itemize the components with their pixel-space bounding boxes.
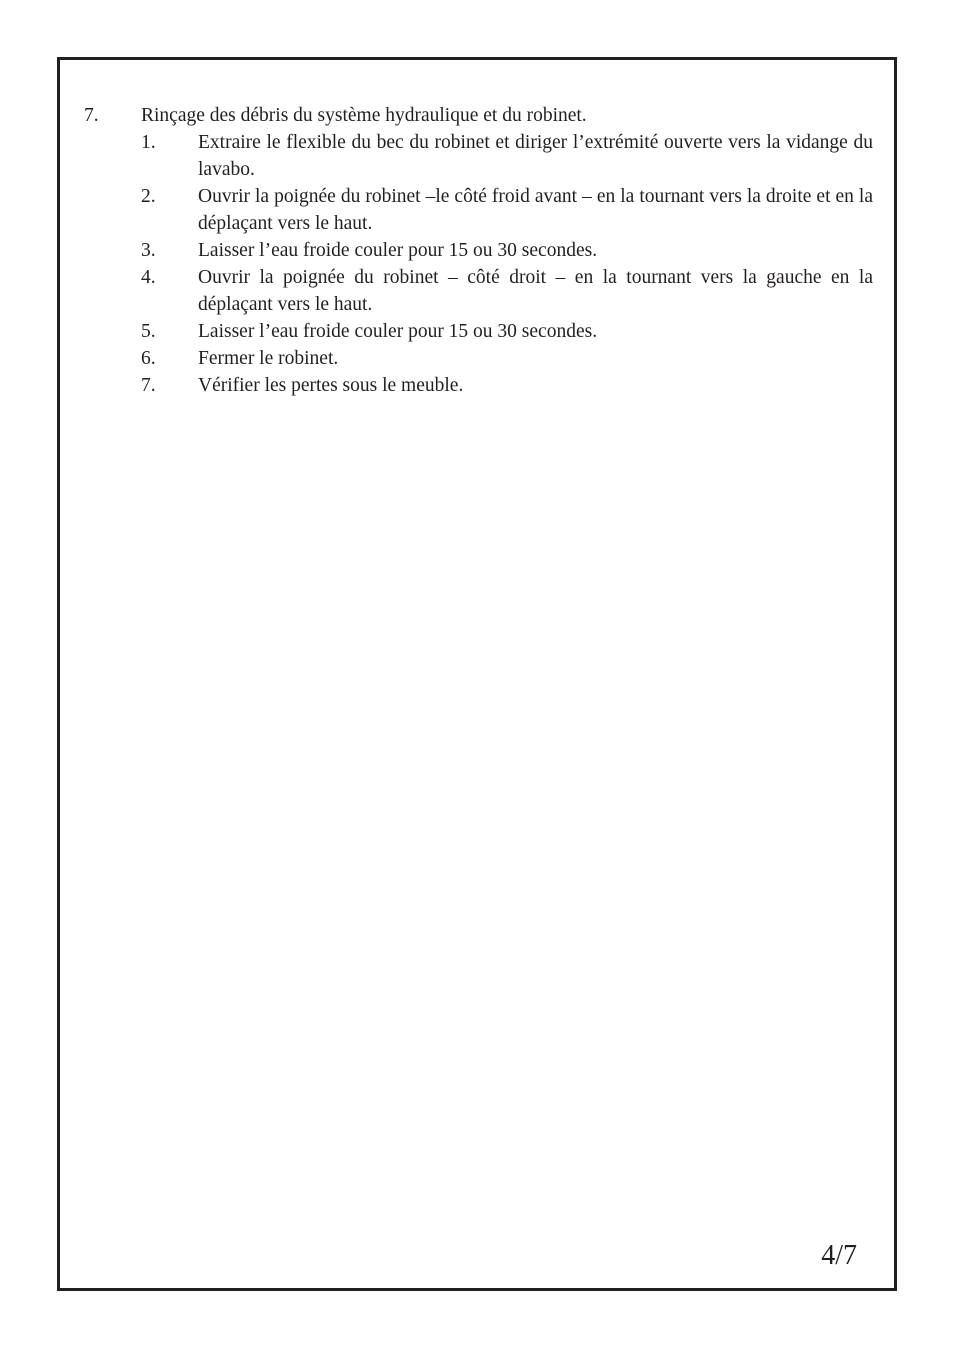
step-item <box>141 318 873 345</box>
step-text: Ouvrir la poignée du robinet – côté droit – en la tournant vers la gauche en la déplaçant vers le haut. <box>198 267 873 315</box>
page-number: 4/7 <box>821 1240 857 1271</box>
step-number: 7. <box>141 375 156 396</box>
step-item <box>141 264 873 318</box>
step-item <box>141 129 873 183</box>
page-frame <box>57 57 897 1291</box>
step-text: Fermer le robinet. <box>198 348 339 369</box>
step-number: 4. <box>141 267 156 288</box>
steps-list <box>84 129 873 399</box>
step-item <box>141 345 873 372</box>
section-title: Rinçage des débris du système hydraulique et du robinet. <box>141 105 587 126</box>
step-number: 2. <box>141 186 156 207</box>
step-text: Laisser l’eau froide couler pour 15 ou 30 secondes. <box>198 321 598 342</box>
step-number: 3. <box>141 240 156 261</box>
section-heading <box>84 102 873 129</box>
step-number: 5. <box>141 321 156 342</box>
step-text: Vérifier les pertes sous le meuble. <box>198 375 464 396</box>
step-text: Ouvrir la poignée du robinet –le côté froid avant – en la tournant vers la droite et en la déplaçant vers le haut. <box>198 186 873 234</box>
step-text: Laisser l’eau froide couler pour 15 ou 30 secondes. <box>198 240 598 261</box>
step-number: 6. <box>141 348 156 369</box>
step-item <box>141 372 873 399</box>
step-text: Extraire le flexible du bec du robinet et diriger l’extrémité ouverte vers la vidange du lavabo. <box>198 132 873 180</box>
step-item <box>141 237 873 264</box>
step-item <box>141 183 873 237</box>
section-number: 7. <box>84 105 99 126</box>
section-rincage <box>84 102 873 399</box>
step-number: 1. <box>141 132 156 153</box>
